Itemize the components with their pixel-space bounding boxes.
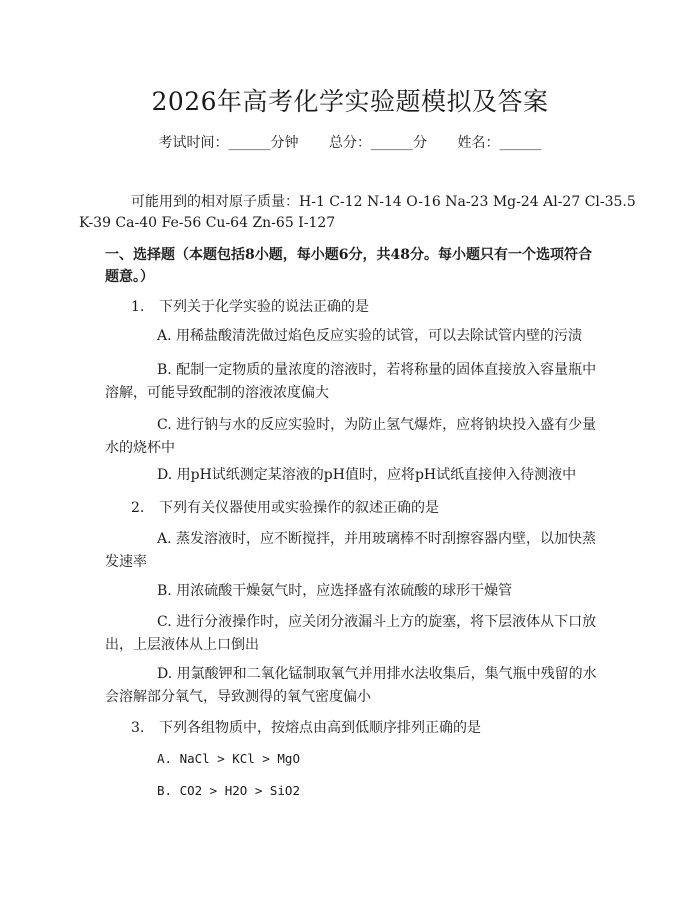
- q1-option-b: B. 配制一定物质的量浓度的溶液时，若将称量的固体直接放入容量瓶中溶解，可能导致配制的溶液浓度偏大: [105, 362, 597, 401]
- q1-option-d: D. 用pH试纸测定某溶液的pH值时，应将pH试纸直接伸入待测液中: [157, 467, 577, 483]
- total-score-field: 总分：______分: [329, 135, 427, 151]
- question-2: [131, 497, 439, 517]
- page-title: 2026年高考化学实验题模拟及答案: [151, 87, 549, 116]
- atomic-masses: [79, 192, 636, 234]
- q2-option-d: D. 用氯酸钾和二氧化锰制取氧气并用排水法收集后，集气瓶中残留的水会溶解部分氧气，导致测得的氧气密度偏小: [105, 666, 597, 705]
- q2-option-c: C. 进行分液操作时，应关闭分液漏斗上方的旋塞，将下层液体从下口放出，上层液体从上口倒出: [105, 614, 597, 653]
- q2-option-b: B. 用浓硫酸干燥氨气时，应选择盛有浓硫酸的球形干燥管: [157, 583, 513, 599]
- q1-option-c: C. 进行钠与水的反应实验时，为防止氢气爆炸，应将钠块投入盛有少量水的烧杯中: [105, 417, 597, 456]
- question-stem: 下列关于化学实验的说法正确的是: [159, 299, 369, 315]
- exam-meta: [0, 132, 700, 152]
- exam-time-field: 考试时间：______分钟: [158, 135, 299, 151]
- question-number: 2.: [131, 500, 145, 516]
- question-1: [131, 296, 369, 316]
- q3-option-a: A. NaCl > KCl > MgO: [157, 751, 300, 766]
- question-stem: 下列有关仪器使用或实验操作的叙述正确的是: [159, 500, 439, 516]
- atomic-masses-line-1: 可能用到的相对原子质量：H-1 C-12 N-14 O-16 Na-23 Mg-24 Al-27 Cl-35.5: [131, 194, 636, 210]
- question-number: 3.: [131, 720, 145, 736]
- atomic-masses-line-2: K-39 Ca-40 Fe-56 Cu-64 Zn-65 I-127: [79, 215, 336, 231]
- question-stem: 下列各组物质中，按熔点由高到低顺序排列正确的是: [159, 720, 481, 736]
- student-name-field: 姓名：______: [457, 135, 542, 151]
- question-number: 1.: [131, 299, 145, 315]
- q3-option-b: B. CO2 > H2O > SiO2: [157, 783, 300, 798]
- q2-option-a: A. 蒸发溶液时，应不断搅拌，并用玻璃棒不时刮擦容器内壁，以加快蒸发速率: [105, 531, 597, 570]
- question-3: [131, 717, 481, 737]
- section-heading: 一、选择题（本题包括8小题，每小题6分，共48分。每小题只有一个选项符合题意。）: [105, 247, 592, 285]
- q1-option-a: A. 用稀盐酸清洗做过焰色反应实验的试管，可以去除试管内壁的污渍: [157, 328, 583, 344]
